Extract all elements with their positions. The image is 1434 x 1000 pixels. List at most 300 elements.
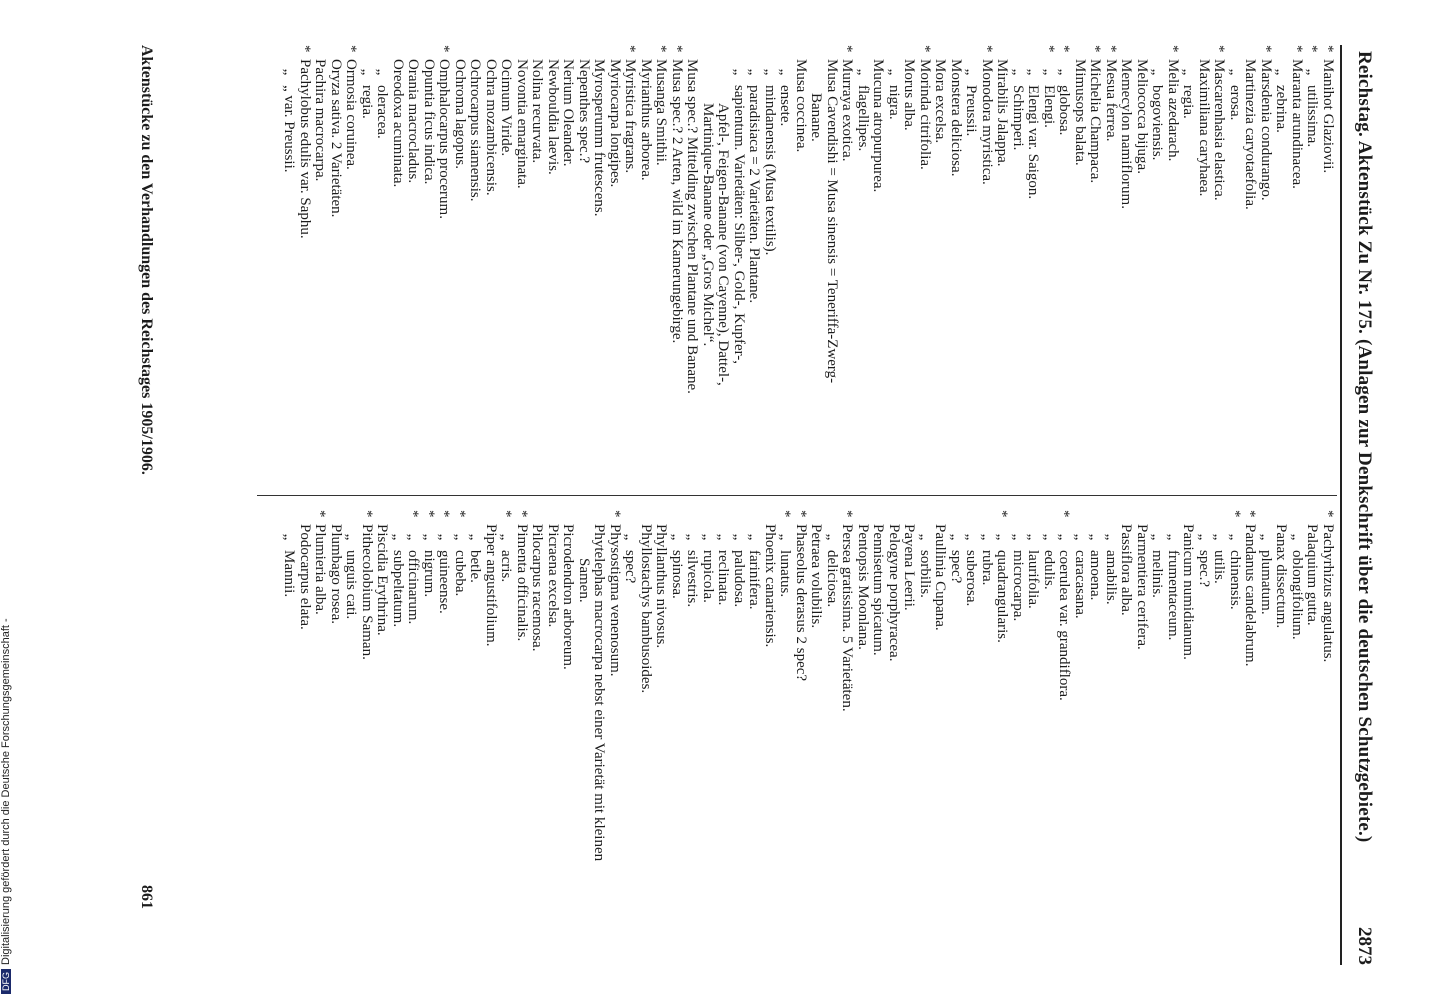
species-entry (343, 510, 359, 950)
species-entry (808, 510, 824, 950)
species-entry (1258, 510, 1274, 950)
species-entry (421, 510, 437, 950)
species-entry (886, 45, 902, 485)
species-entry (762, 510, 778, 950)
entry-text: Pilocarpus racemosa. (529, 524, 546, 652)
species-entry (514, 45, 530, 485)
species-entry (1134, 510, 1150, 950)
species-entry (1196, 45, 1212, 485)
species-entry (529, 45, 545, 485)
species-entry (715, 510, 731, 950)
species-entry (870, 510, 886, 950)
entry-text: Piper angustifolium. (483, 524, 499, 647)
ditto-mark: „ (917, 533, 933, 541)
entry-text: utilissima. (1304, 85, 1321, 148)
entry-marker: * (1211, 45, 1228, 53)
species-entry (1180, 45, 1196, 485)
entry-text: Michelia Champaca. (1087, 59, 1104, 184)
species-entry (777, 45, 793, 485)
species-entry (1165, 45, 1181, 485)
species-entry (1211, 510, 1227, 950)
species-entry (1289, 45, 1305, 485)
ditto-mark: „ (1149, 68, 1166, 76)
entry-text: Panax dissectum. (1273, 524, 1290, 629)
species-entry (1196, 510, 1212, 950)
species-entry (1242, 45, 1258, 485)
species-entry (312, 45, 328, 485)
species-entry (1134, 45, 1150, 485)
entry-text: Nolina recurvata. (529, 59, 546, 164)
ditto-mark: „ (281, 68, 298, 76)
entry-text: Pelogyne porphyracea. (886, 524, 902, 662)
species-entry (793, 510, 809, 950)
species-entry (1304, 45, 1320, 485)
species-entry (560, 510, 576, 950)
entry-text: Plumbago rosea. (328, 524, 344, 624)
species-entry (390, 45, 406, 485)
species-entry (917, 510, 933, 950)
species-entry (421, 45, 437, 485)
species-entry (529, 510, 545, 950)
entry-marker: * (312, 510, 329, 518)
entry-text: acris. (498, 550, 515, 583)
species-entry (715, 45, 731, 485)
ditto-mark: „ (467, 533, 484, 541)
entry-text: spec? (622, 550, 639, 584)
species-entry (994, 45, 1010, 485)
entry-text: Musa spec.? 2 Arten, wild im Kamerungebirge. (669, 59, 685, 344)
entry-text: Orania macrocladus. (405, 59, 422, 184)
left-column (281, 45, 1335, 485)
entry-text: Pachira macrocarpa. (312, 59, 329, 182)
species-entry (1149, 510, 1165, 950)
entry-marker: * (839, 510, 856, 518)
entry-marker: * (297, 45, 313, 53)
entry-text: Ocimum Viride. (498, 59, 515, 157)
species-entry (498, 510, 514, 950)
ditto-mark: „ (1025, 68, 1042, 76)
species-entry (1304, 510, 1320, 950)
entry-text: Payena Leerii. (901, 524, 918, 611)
footer-page-number: 861 (138, 885, 155, 909)
species-entry (731, 45, 747, 485)
species-entry (607, 45, 623, 485)
dfg-logo: DFG (1, 969, 11, 994)
entry-text: erosa. (1227, 85, 1243, 121)
entry-text: plumatum. (1258, 550, 1274, 615)
entry-text: cubeba. (452, 550, 468, 597)
entry-text: Morus alba. (901, 59, 918, 131)
entry-text: bogoviensis. (1149, 85, 1166, 161)
ditto-mark: „ (1087, 533, 1104, 541)
entry-text: Musa Cavendishi = Musa sinensis = Teneriffa-Zwerg- (824, 59, 840, 384)
species-entry (576, 510, 592, 950)
entry-marker: * (839, 45, 856, 53)
entry-text: Mimusops balata. (1072, 59, 1088, 166)
species-entry (731, 510, 747, 950)
entry-text: Oryza sativa. 2 Varietäten. (328, 59, 344, 218)
species-entry (312, 510, 328, 950)
species-entry (1103, 510, 1119, 950)
species-entry (746, 45, 762, 485)
species-entry (1025, 45, 1041, 485)
entry-text: Martinique-Banane oder „Gros Michel“. (700, 103, 716, 347)
ditto-mark: „ (1041, 68, 1057, 76)
ditto-mark: „ (669, 533, 685, 541)
entry-text: globosa. (1056, 85, 1073, 136)
species-entry (374, 510, 390, 950)
species-entry (545, 510, 561, 950)
entry-marker: * (1242, 510, 1259, 518)
species-entry (436, 510, 452, 950)
species-entry (870, 45, 886, 485)
entry-marker: * (793, 510, 809, 518)
ditto-mark: „ (1010, 68, 1026, 76)
ditto-mark: „ (1258, 533, 1274, 541)
species-entry (653, 510, 669, 950)
entry-text: Morinda citrifolia. (917, 59, 933, 170)
entry-text: Myrianthus arborea. (638, 59, 654, 181)
entry-text: subpeltatum. (390, 550, 406, 628)
entry-text: Palaquium gutta. (1304, 524, 1321, 626)
entry-text: Pennisetum spicatum. (870, 524, 887, 656)
entry-text: Parmentiera cerifera. (1134, 524, 1150, 650)
entry-text: guineense. (436, 550, 453, 614)
ditto-mark: „ (1103, 533, 1119, 541)
entry-marker: * (622, 45, 639, 53)
ditto-mark: „ (1211, 533, 1228, 541)
species-entry (1072, 510, 1088, 950)
species-entry (669, 510, 685, 950)
entry-text: Banane. (808, 93, 825, 142)
species-entry (452, 510, 468, 950)
entry-marker: * (1258, 45, 1274, 53)
species-entry (917, 45, 933, 485)
species-entry (762, 45, 778, 485)
entry-text: Panicum numidianum. (1180, 524, 1197, 660)
entry-text: melinis. (1149, 550, 1166, 598)
species-entry (653, 45, 669, 485)
species-entry (1227, 510, 1243, 950)
ditto-mark: „ (1180, 68, 1197, 76)
species-entry (405, 510, 421, 950)
document-page (75, 45, 1375, 965)
ditto-mark: „ (1149, 533, 1166, 541)
species-entry (700, 45, 716, 485)
species-entry (886, 510, 902, 950)
species-entry (684, 45, 700, 485)
ditto-mark: „ (994, 533, 1011, 541)
entry-text: Plumieria alba. (312, 524, 329, 615)
ditto-mark: „ (281, 533, 298, 541)
species-entry (498, 45, 514, 485)
species-entry (1320, 510, 1336, 950)
species-entry (855, 510, 871, 950)
entry-text: Maranta arundinacea. (1289, 59, 1305, 189)
species-entry (1103, 45, 1119, 485)
species-entry (793, 45, 809, 485)
species-entry (452, 45, 468, 485)
entry-text: Memecylon namiflorum. (1118, 59, 1135, 209)
ditto-mark: „ (731, 68, 747, 76)
entry-text: Ormosia coruinea. (343, 59, 360, 170)
entry-text: Martinezia caryotaefolia. (1242, 59, 1259, 210)
entry-marker: * (979, 45, 995, 53)
entry-text: mindanensis (Musa textilis). (762, 85, 778, 256)
species-entry (405, 45, 421, 485)
species-entry (359, 45, 375, 485)
species-entry (1273, 45, 1289, 485)
ditto-mark: „ (374, 68, 391, 76)
species-entry (1041, 510, 1057, 950)
species-entry (1242, 510, 1258, 950)
entry-text: Mora excelsa. (932, 59, 949, 144)
entry-text: coerulea var. grandiflora. (1056, 550, 1073, 701)
entry-text: Opuntia ficus indica. (421, 59, 437, 185)
ditto-mark: „ (1273, 68, 1290, 76)
ditto-mark: „ (1165, 533, 1181, 541)
entry-text: silvestris. (684, 550, 701, 608)
entry-text: Ochrocarpus siamensis. (467, 59, 484, 202)
entry-text: Myrosperumm frutescens. (591, 59, 608, 217)
entry-marker: * (436, 510, 453, 518)
species-entry (1072, 45, 1088, 485)
ditto-mark: „ (452, 533, 468, 541)
entry-text: Murraya exotica. (839, 59, 856, 162)
right-column (281, 510, 1335, 950)
species-entry (328, 45, 344, 485)
ditto-mark: „ (1041, 533, 1057, 541)
entry-text: sapientum. Varietäten: Silber-, Gold-, Kupfer-, (731, 85, 747, 365)
species-entry (979, 45, 995, 485)
species-entry (281, 510, 297, 950)
entry-text: Schimperi. (1010, 85, 1026, 151)
ditto-mark: „ (731, 533, 747, 541)
species-entry (1010, 510, 1026, 950)
entry-text: sorbilis. (917, 550, 933, 598)
entry-text: Phaseolus derasus 2 spec? (793, 524, 809, 682)
entry-text: caracasana. (1072, 550, 1088, 619)
ditto-mark: „ (886, 68, 902, 76)
ditto-mark: „ (405, 533, 422, 541)
entry-text: Pithecolobium Saman. (359, 524, 375, 660)
entry-text: frumentaceum. (1165, 550, 1181, 641)
species-entry (591, 45, 607, 485)
entry-text: oblongifolium. (1289, 550, 1305, 640)
ditto-mark: „ (436, 533, 453, 541)
entry-text: Passiflora alba. (1118, 524, 1135, 616)
species-entry (467, 510, 483, 950)
entry-text: Elengi. (1041, 85, 1057, 128)
entry-text: Novontia emarginata. (514, 59, 530, 189)
species-entry (1227, 45, 1243, 485)
entry-text: Phyllostachys bambusoides. (638, 524, 654, 694)
ditto-mark: „ (948, 533, 964, 541)
entry-text: reclinata. (715, 550, 732, 606)
column-divider (257, 495, 1337, 496)
species-entry (591, 510, 607, 950)
species-entry (1087, 45, 1103, 485)
entry-marker: * (1087, 45, 1104, 53)
species-entry (1041, 45, 1057, 485)
entry-marker: * (1103, 45, 1119, 53)
entry-text: nigrum. (421, 550, 437, 598)
entry-text: Piscidia Erythrina. (374, 524, 391, 636)
species-entry (777, 510, 793, 950)
entry-marker: * (1320, 45, 1336, 53)
species-entry (932, 510, 948, 950)
species-entry (1056, 45, 1072, 485)
species-entry (948, 510, 964, 950)
species-entry (1258, 45, 1274, 485)
ditto-mark: „ (622, 533, 639, 541)
entry-text: Nepenthes spec.? (576, 59, 592, 164)
entry-text: spinosa. (669, 550, 685, 599)
page-header (1349, 45, 1375, 965)
ditto-mark: „ (1227, 533, 1243, 541)
entry-marker: * (498, 510, 515, 518)
entry-marker: * (653, 45, 670, 53)
entry-marker: * (1056, 45, 1073, 53)
species-entry (1118, 45, 1134, 485)
entry-text: Mucuna atropurpurea. (870, 59, 887, 193)
ditto-mark: „ (498, 533, 515, 541)
ditto-mark: „ (746, 68, 763, 76)
ditto-mark: „ (777, 68, 794, 76)
entry-text: Mirabilis Jalappa. (994, 59, 1011, 167)
entry-text: Pachylobus edulis var. Saphu. (297, 59, 313, 239)
entry-marker: * (1165, 45, 1181, 53)
species-entry (932, 45, 948, 485)
ditto-mark: „ (715, 533, 732, 541)
entry-text: rupicola. (700, 550, 716, 603)
entry-text: regia. (359, 85, 375, 119)
species-entry (994, 510, 1010, 950)
species-entry (963, 45, 979, 485)
entry-text: chinensis. (1227, 550, 1243, 610)
ditto-mark: „ (746, 533, 763, 541)
entry-text: laurifolia. (1025, 550, 1042, 609)
species-entry (1180, 510, 1196, 950)
species-entry (390, 510, 406, 950)
entry-marker: * (1227, 510, 1243, 518)
entry-text: spec? (948, 550, 964, 584)
entry-marker: * (514, 510, 530, 518)
digitization-text: Digitalisierung gefördert durch die Deutsche Forschungsgemeinschaft - (0, 618, 12, 965)
entry-text: regia. (1180, 85, 1197, 119)
species-entry (545, 45, 561, 485)
species-entry (1056, 510, 1072, 950)
species-entry (1273, 510, 1289, 950)
species-entry (979, 510, 995, 950)
entry-text: Phytelephas macrocarpa nebst einer Varietät mit kleinen (591, 524, 608, 862)
entry-text: suberosa. (963, 550, 980, 607)
entry-text: Meliococca bijuga. (1134, 59, 1150, 174)
ditto-mark: „ (1010, 533, 1026, 541)
entry-text: Monodora myristica. (979, 59, 995, 185)
entry-text: Elengi var. Saigon. (1025, 85, 1042, 200)
ditto-mark: „ (421, 533, 437, 541)
header-rule (1340, 45, 1342, 965)
entry-text: Phoenix canariensis. (762, 524, 778, 648)
species-entry (483, 510, 499, 950)
ditto-mark: „ (979, 533, 995, 541)
entry-marker: * (1320, 510, 1336, 518)
species-entry (607, 510, 623, 950)
entry-text: Newbouldia laevis. (545, 59, 561, 175)
digitization-note (0, 0, 22, 1000)
entry-text: Physostigma venenosum. (607, 524, 623, 677)
ditto-mark: „ (824, 533, 840, 541)
entry-text: Myristica fragrans. (622, 59, 639, 174)
species-entry (684, 510, 700, 950)
entry-marker: * (1289, 45, 1305, 53)
entry-text: Preussii. (963, 85, 980, 137)
entry-marker: * (405, 510, 422, 518)
entry-text: Monstera deliciosa. (948, 59, 964, 177)
entry-text: Ochroma lagopus. (452, 59, 468, 169)
entry-text: farinifera. (746, 550, 763, 610)
entry-text: Oreodoxa acuminata. (390, 59, 406, 188)
species-entry (855, 45, 871, 485)
ditto-mark: „ (390, 533, 406, 541)
species-entry (1025, 510, 1041, 950)
header-title: Reichstag. Aktenstück Zu Nr. 175. (Anlagen zur Denkschrift über die deutschen Schutzgebiete.) (1354, 51, 1375, 843)
species-entry (576, 45, 592, 485)
entry-text: Picraena excelsa. (545, 524, 561, 628)
species-entry (839, 510, 855, 950)
entry-text: Mascarenhasia elastica. (1211, 59, 1228, 201)
species-entry (808, 45, 824, 485)
entry-text: paradisiaca = 2 Varietäten. Plantane. (746, 85, 763, 304)
entry-text: Petraea volubilis. (808, 524, 825, 629)
species-entry (1118, 510, 1134, 950)
ditto-mark: „ (963, 533, 980, 541)
entry-marker: * (669, 45, 685, 53)
species-entry (1211, 45, 1227, 485)
species-entry (1087, 510, 1103, 950)
entry-text: zebrina. (1273, 85, 1290, 133)
entry-text: Persea gratissima. 5 Varietäten. (839, 524, 856, 712)
ditto-mark: „ (684, 533, 701, 541)
entry-text: Podocarpus elata. (297, 524, 313, 630)
entry-marker: * (1041, 45, 1057, 53)
entry-text: edulis. (1041, 550, 1057, 590)
ditto-mark: „ (1196, 533, 1212, 541)
entry-text: spec.? (1196, 550, 1212, 588)
species-entry (1165, 510, 1181, 950)
entry-text: oleracea. (374, 85, 391, 139)
entry-text: „ var. Preussii. (281, 85, 298, 173)
ditto-mark: „ (777, 533, 794, 541)
species-entry (901, 45, 917, 485)
species-entry (638, 45, 654, 485)
species-entry (374, 45, 390, 485)
species-entry (359, 510, 375, 950)
entry-text: Pandanus candelabrum. (1242, 524, 1259, 667)
species-entry (839, 45, 855, 485)
entry-text: Pachyrhizus angulatus. (1320, 524, 1336, 663)
species-entry (948, 45, 964, 485)
entry-text: microcarpa. (1010, 550, 1026, 622)
species-entry (436, 45, 452, 485)
entry-text: Apfel-, Feigen-Banane (von Cayenne), Dattel-, (715, 103, 732, 386)
entry-marker: * (607, 510, 623, 518)
entry-text: Musa coccinea. (793, 59, 809, 153)
entry-text: betle. (467, 550, 484, 583)
entry-text: Pentopsis Moonlana. (855, 524, 871, 650)
species-entry (622, 45, 638, 485)
